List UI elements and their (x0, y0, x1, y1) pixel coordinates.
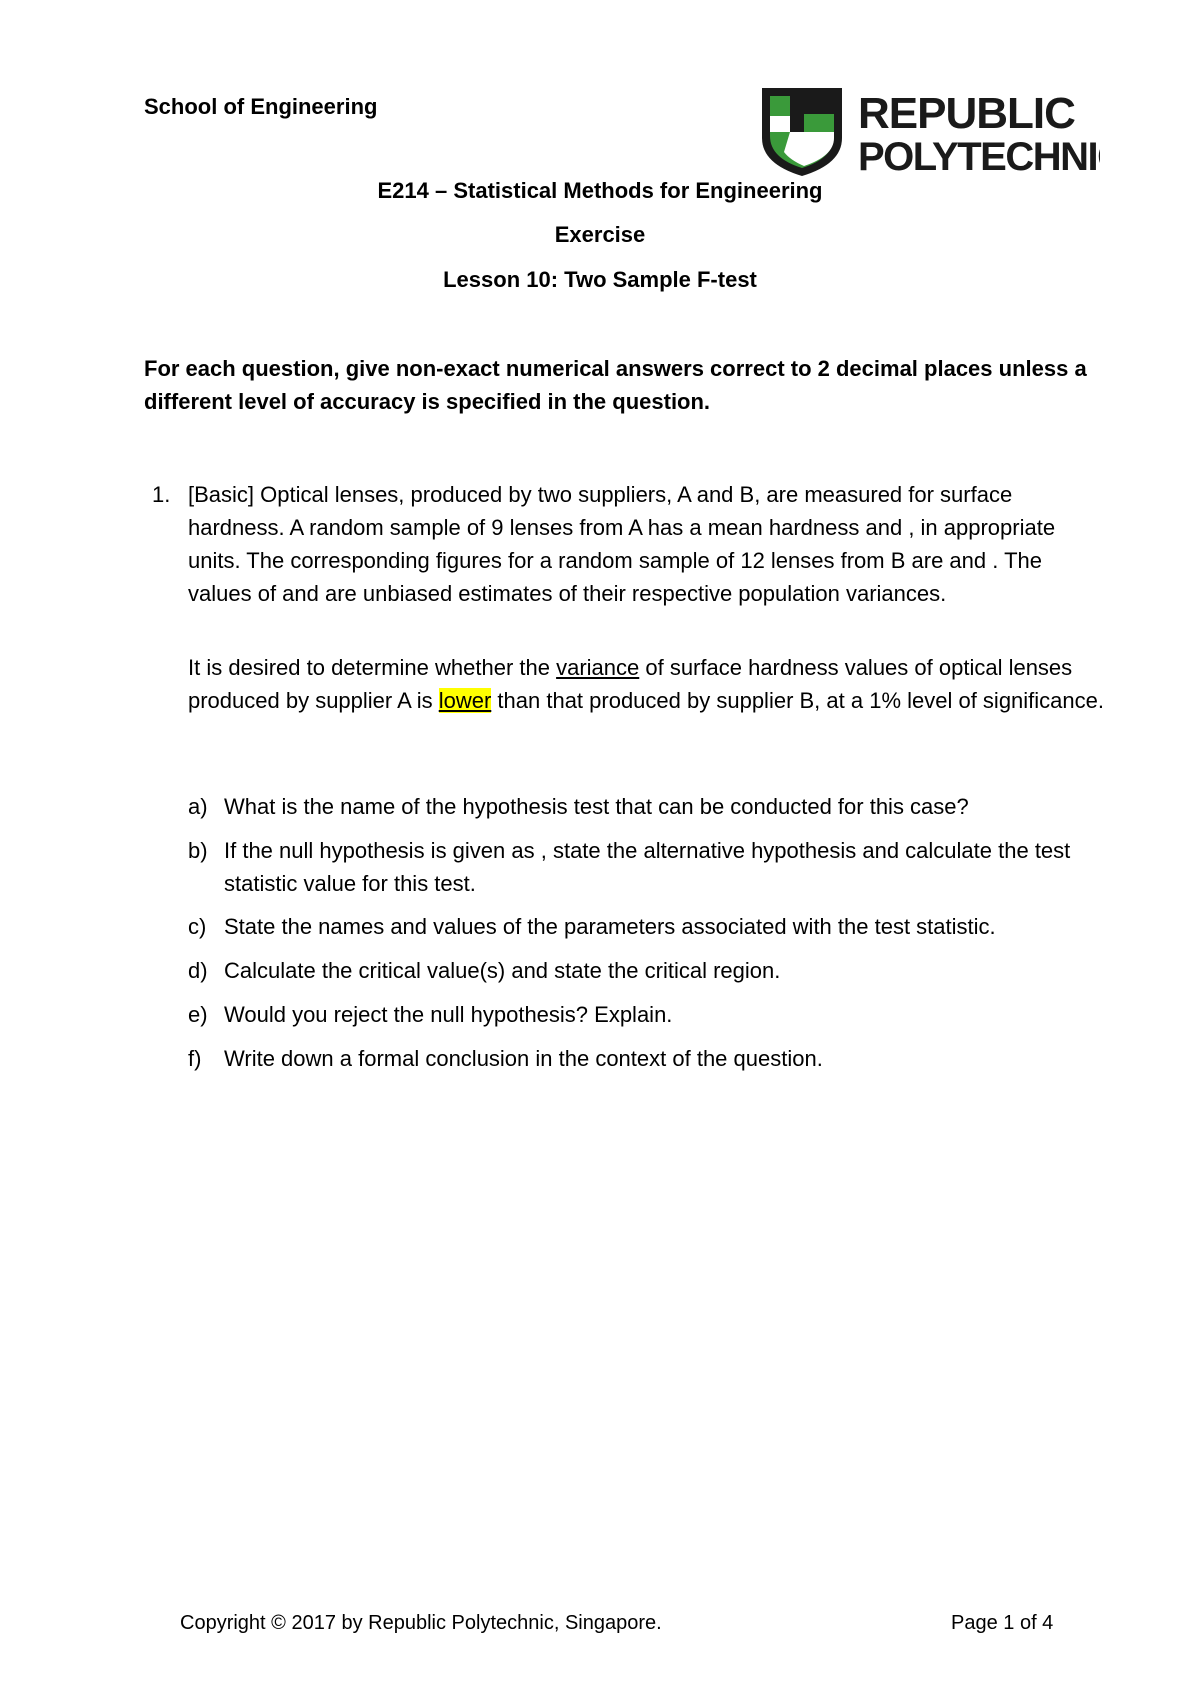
svg-text:REPUBLIC: REPUBLIC (858, 89, 1075, 138)
part-text: What is the name of the hypothesis test that can be conducted for this case? (224, 794, 969, 819)
question-objective (188, 651, 1108, 717)
lower-word-highlight: lower (438, 688, 492, 713)
part-text: Write down a formal conclusion in the context of the question. (224, 1046, 823, 1071)
part-text: State the names and values of the parameters associated with the test statistic. (224, 914, 996, 939)
objective-text-mid: of surface hardness values of optical lenses produced by supplier A is (188, 655, 1073, 713)
school-name: School of Engineering (144, 94, 378, 119)
question-number: 1. (152, 482, 171, 507)
objective-text-end: than that produced by supplier B, at a 1% level of significance. (491, 688, 1104, 713)
question-paragraph: [Basic] Optical lenses, produced by two suppliers, A and B, are measured for surface hardness. A random sample of 9 lenses from A has a mean hardness and , in appropriate units. The corresponding figures for a random sample of 12 lenses from B are and . The values of and are unbiased estimates of their respective population variances. (188, 482, 1056, 606)
objective-text-start: It is desired to determine whether the (188, 655, 557, 680)
instruction-text: For each question, give non-exact numerical answers correct to 2 decimal places unless a different level of accuracy is specified in the question. (144, 356, 1087, 414)
copyright-notice: Copyright © 2017 by Republic Polytechnic, Singapore. (180, 1612, 662, 1634)
page-number: Page 1 of 4 (951, 1612, 1054, 1634)
part-text: Calculate the critical value(s) and state the critical region. (224, 958, 781, 983)
part-label: e) (188, 1002, 208, 1027)
part-label: a) (188, 794, 208, 819)
svg-text:POLYTECHNIC: POLYTECHNIC (858, 135, 1100, 178)
part-text: If the null hypothesis is given as , state the alternative hypothesis and calculate the test statistic value for this test. (224, 838, 1071, 896)
lesson-title: Lesson 10: Two Sample F-test (443, 267, 757, 292)
part-label: c) (188, 914, 207, 939)
republic-polytechnic-logo (760, 86, 1100, 178)
course-title: E214 – Statistical Methods for Engineering (377, 178, 823, 203)
part-label: b) (188, 838, 208, 863)
shield-logo-icon (760, 86, 1100, 178)
part-label: f) (188, 1046, 202, 1071)
exercise-label: Exercise (554, 222, 646, 247)
variance-word: variance (556, 655, 640, 680)
part-text: Would you reject the null hypothesis? Explain. (224, 1002, 673, 1027)
part-label: d) (188, 958, 208, 983)
